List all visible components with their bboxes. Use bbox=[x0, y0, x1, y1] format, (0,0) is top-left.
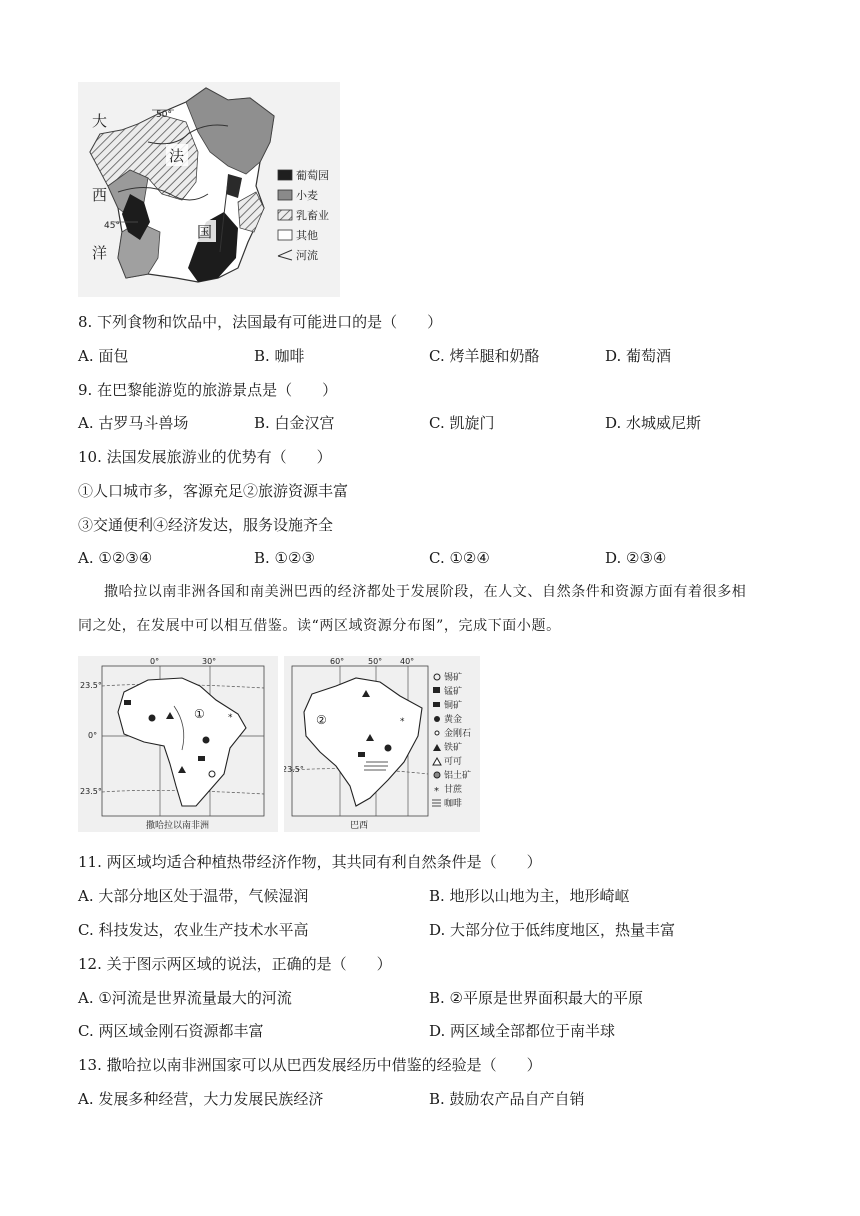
brazil-resource-map bbox=[284, 656, 480, 832]
coffee-icon bbox=[432, 800, 441, 806]
question-10-sub-2: ③交通便利④经济发达，服务设施齐全 bbox=[78, 516, 334, 534]
question-12-option-d[interactable]: D. 两区域全部都位于南半球 bbox=[429, 1022, 616, 1040]
question-10-option-a[interactable]: A. ①②③④ bbox=[78, 549, 153, 567]
question-12-stem: 12. 关于图示两区域的说法，正确的是（ ） bbox=[78, 955, 392, 973]
legend-diamond: 金刚石 bbox=[444, 729, 472, 739]
question-8-option-c[interactable]: C. 烤羊腿和奶酪 bbox=[429, 347, 540, 365]
resource-legend bbox=[432, 671, 471, 809]
question-10-option-c[interactable]: C. ①②④ bbox=[429, 549, 490, 567]
question-10-sub-1: ①人口城市多，客源充足②旅游资源丰富 bbox=[78, 482, 349, 500]
legend-coffee: 咖啡 bbox=[444, 799, 463, 809]
brazil-caption: 巴西 bbox=[350, 821, 369, 831]
africa-lon-30: 30° bbox=[202, 657, 217, 666]
diamond-icon bbox=[435, 731, 439, 735]
question-8-option-b[interactable]: B. 咖啡 bbox=[254, 347, 305, 365]
question-8-stem: 8. 下列食物和饮品中，法国最有可能进口的是（ ） bbox=[78, 313, 443, 331]
brazil-marker: ② bbox=[316, 713, 327, 727]
africa-lat-2: 0° bbox=[88, 731, 98, 740]
question-11-option-b[interactable]: B. 地形以山地为主，地形崎岖 bbox=[429, 887, 630, 905]
sea-label-2: 西 bbox=[92, 186, 108, 204]
africa-resource-map bbox=[78, 656, 278, 832]
legend-manganese: 锰矿 bbox=[444, 687, 463, 697]
country-label-2: 国 bbox=[197, 223, 213, 241]
france-agriculture-map bbox=[78, 82, 340, 297]
question-12-option-c[interactable]: C. 两区域金刚石资源都丰富 bbox=[78, 1022, 264, 1040]
africa-outline bbox=[118, 678, 246, 806]
brazil-outline bbox=[304, 678, 422, 806]
legend-bauxite: 铝土矿 bbox=[444, 771, 472, 781]
question-8-option-a[interactable]: A. 面包 bbox=[78, 347, 129, 365]
legend-iron: 铁矿 bbox=[444, 743, 463, 753]
question-9-option-a[interactable]: A. 古罗马斗兽场 bbox=[78, 414, 189, 432]
question-9-option-d[interactable]: D. 水城威尼斯 bbox=[605, 414, 702, 432]
cocoa-icon bbox=[433, 758, 441, 765]
bauxite-icon bbox=[434, 772, 440, 778]
lat-50-label: 50° bbox=[156, 110, 172, 120]
country-label-1: 法 bbox=[169, 147, 185, 165]
wheat-swatch-icon bbox=[278, 190, 292, 200]
passage-line-1: 撒哈拉以南非洲各国和南美洲巴西的经济都处于发展阶段，在人文、自然条件和资源方面有着很多相 bbox=[104, 584, 747, 600]
question-10-stem: 10. 法国发展旅游业的优势有（ ） bbox=[78, 448, 332, 466]
copper-ore-icon bbox=[124, 700, 131, 705]
manganese-ore-icon bbox=[433, 687, 440, 693]
tin-ore-icon bbox=[434, 674, 440, 680]
passage-line-2: 同之处，在发展中可以相互借鉴。读“两区域资源分布图”，完成下面小题。 bbox=[78, 618, 561, 634]
question-13-option-a[interactable]: A. 发展多种经营，大力发展民族经济 bbox=[78, 1090, 324, 1108]
africa-lat-1: 23.5° bbox=[80, 681, 102, 690]
brazil-lat: 23.5° bbox=[284, 765, 304, 774]
lat-45-label: 45° bbox=[104, 221, 120, 231]
brazil-map-figure bbox=[284, 656, 480, 832]
legend-river: 河流 bbox=[296, 249, 318, 262]
question-10-option-d[interactable]: D. ②③④ bbox=[605, 549, 667, 567]
sea-label-1: 大 bbox=[92, 112, 108, 130]
gold-icon-legend bbox=[434, 716, 440, 722]
svg-text:*: * bbox=[400, 717, 405, 727]
question-12-option-a[interactable]: A. ①河流是世界流量最大的河流 bbox=[78, 989, 292, 1007]
dairy-swatch-icon bbox=[278, 210, 292, 220]
vineyard-swatch-icon bbox=[278, 170, 292, 180]
copper-ore-icon-legend bbox=[433, 702, 440, 707]
question-13-option-b[interactable]: B. 鼓励农产品自产自销 bbox=[429, 1090, 585, 1108]
question-8-option-d[interactable]: D. 葡萄酒 bbox=[605, 347, 672, 365]
france-legend bbox=[278, 168, 329, 262]
legend-vineyard: 葡萄园 bbox=[296, 169, 329, 182]
svg-text:*: * bbox=[228, 713, 233, 723]
other-swatch-icon bbox=[278, 230, 292, 240]
question-13-stem: 13. 撒哈拉以南非洲国家可以从巴西发展经历中借鉴的经验是（ ） bbox=[78, 1056, 542, 1074]
legend-dairy: 乳畜业 bbox=[296, 209, 329, 222]
legend-gold: 黄金 bbox=[444, 715, 463, 725]
question-11-option-d[interactable]: D. 大部分位于低纬度地区，热量丰富 bbox=[429, 921, 676, 939]
sea-label-3: 洋 bbox=[92, 244, 108, 262]
africa-map-figure bbox=[78, 656, 278, 832]
brazil-lon-50: 50° bbox=[368, 657, 383, 666]
question-10-option-b[interactable]: B. ①②③ bbox=[254, 549, 315, 567]
africa-caption: 撒哈拉以南非洲 bbox=[146, 821, 210, 831]
question-9-option-b[interactable]: B. 白金汉宫 bbox=[254, 414, 335, 432]
question-12-option-b[interactable]: B. ②平原是世界面积最大的平原 bbox=[429, 989, 644, 1007]
gold-icon bbox=[149, 715, 156, 722]
question-11-option-a[interactable]: A. 大部分地区处于温带，气候湿润 bbox=[78, 887, 309, 905]
question-11-stem: 11. 两区域均适合种植热带经济作物，其共同有利自然条件是（ ） bbox=[78, 853, 542, 871]
legend-copper: 铜矿 bbox=[444, 701, 463, 711]
legend-other: 其他 bbox=[296, 229, 318, 242]
river-icon bbox=[278, 250, 292, 260]
legend-sugarcane: 甘蔗 bbox=[444, 785, 463, 795]
brazil-lon-40: 40° bbox=[400, 657, 415, 666]
question-11-option-c[interactable]: C. 科技发达，农业生产技术水平高 bbox=[78, 921, 309, 939]
sugarcane-icon: * bbox=[434, 786, 439, 797]
africa-lon-0: 0° bbox=[150, 657, 160, 666]
iron-ore-icon-legend bbox=[433, 744, 441, 751]
legend-wheat: 小麦 bbox=[296, 189, 318, 202]
africa-lat-3: 23.5° bbox=[80, 787, 102, 796]
africa-marker: ① bbox=[194, 707, 205, 721]
france-map-figure bbox=[78, 82, 340, 297]
legend-cocoa: 可可 bbox=[444, 757, 463, 767]
question-9-stem: 9. 在巴黎能游览的旅游景点是（ ） bbox=[78, 381, 338, 399]
question-9-option-c[interactable]: C. 凯旋门 bbox=[429, 414, 495, 432]
legend-tin: 锡矿 bbox=[444, 673, 463, 683]
brazil-lon-60: 60° bbox=[330, 657, 345, 666]
